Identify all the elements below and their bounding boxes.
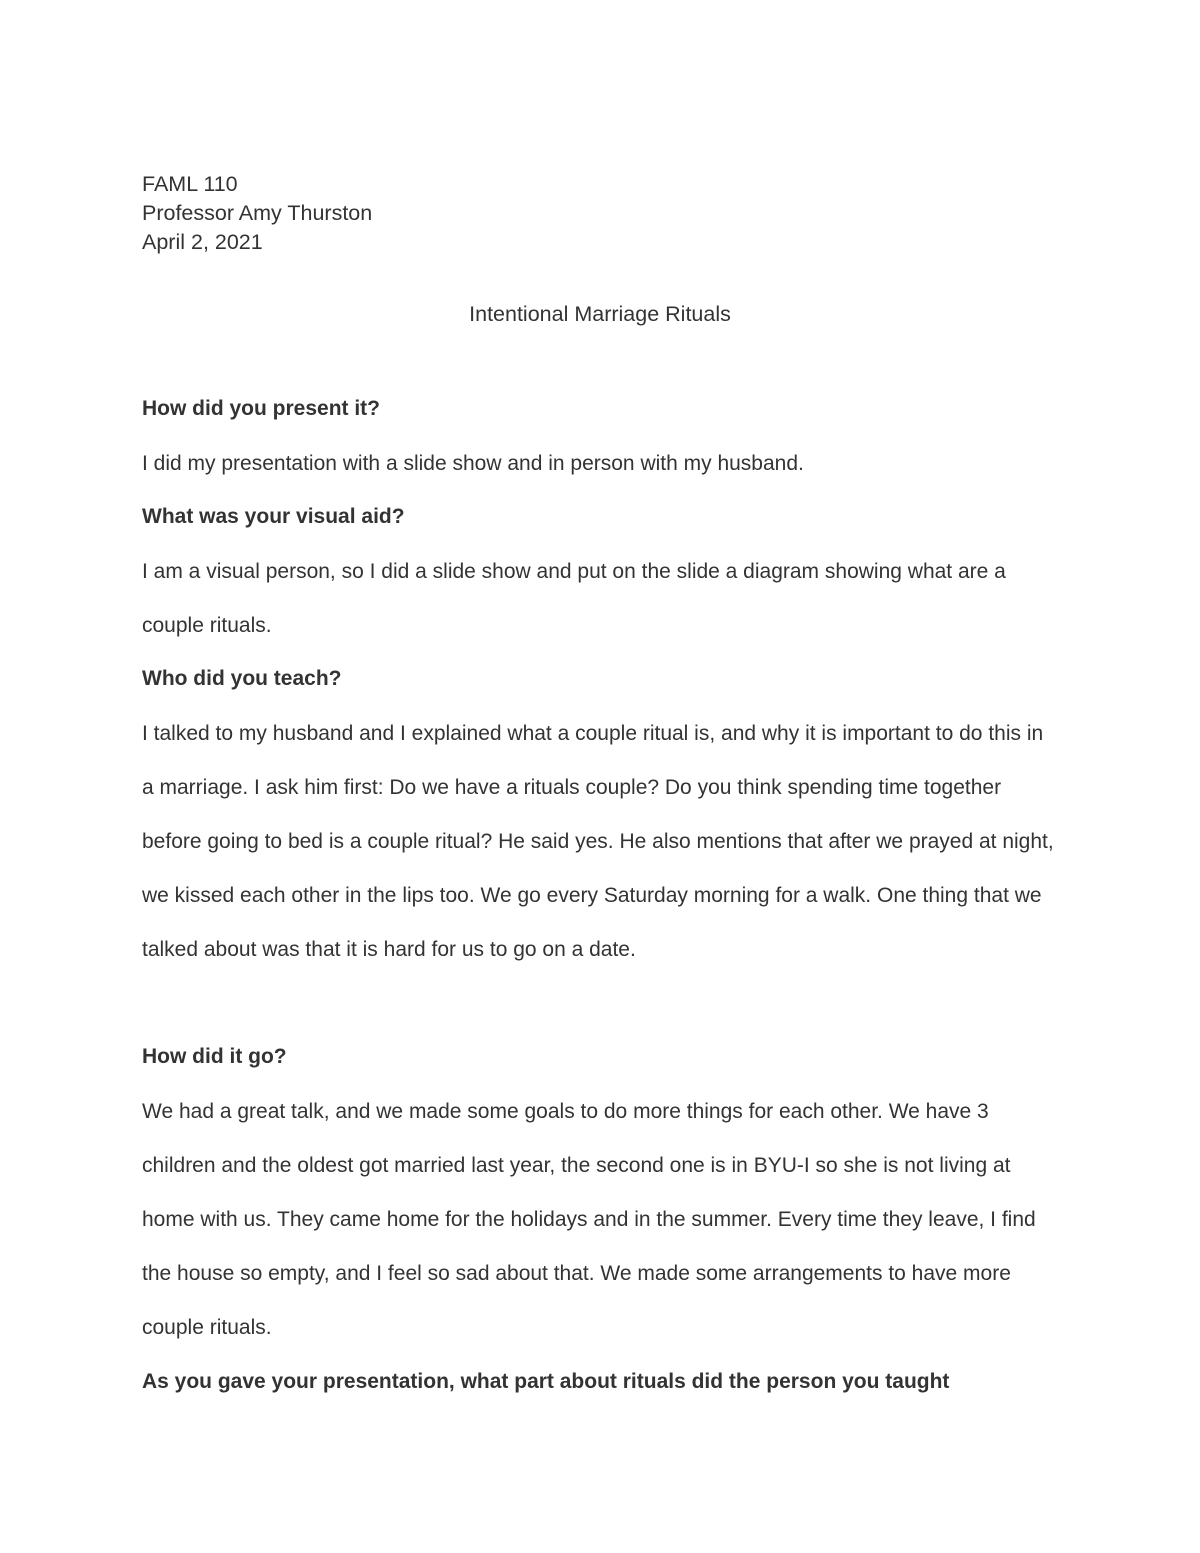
section-visual-aid bbox=[142, 502, 1062, 653]
section-who-taught bbox=[142, 664, 1062, 977]
document-date: April 2, 2021 bbox=[142, 230, 263, 254]
answer-paragraph: I am a visual person, so I did a slide show and put on the slide a diagram showing what are a couple rituals. bbox=[142, 560, 1006, 637]
answer-paragraph: We had a great talk, and we made some goals to do more things for each other. We have 3 children and the oldest got married last year, the second one is in BYU-I so she is not living at home with us. They came home for the holidays and in the summer. Every time they leave, I find the house so empty, and I feel so sad about that. We made some arrangements to have more couple rituals. bbox=[142, 1100, 1036, 1339]
document-header bbox=[142, 170, 372, 257]
answer-paragraph: I talked to my husband and I explained what a couple ritual is, and why it is important to do this in a marriage. I ask him first: Do we have a rituals couple? Do you think spending time together before going to bed is a couple ritual? He said yes. He also mentions that after we prayed at night, we kissed each other in the lips too. We go every Saturday morning for a walk. One thing that we talked about was that it is hard for us to go on a date. bbox=[142, 722, 1054, 961]
professor-name: Professor Amy Thurston bbox=[142, 201, 373, 225]
section-how-it-went bbox=[142, 1042, 1062, 1355]
section-presentation bbox=[142, 394, 1062, 491]
question-heading: What was your visual aid? bbox=[142, 505, 405, 528]
question-heading: As you gave your presentation, what part about rituals did the person you taught bbox=[142, 1370, 950, 1393]
question-heading: Who did you teach? bbox=[142, 667, 342, 690]
question-heading: How did you present it? bbox=[142, 397, 381, 420]
section-ritual-part bbox=[142, 1367, 1062, 1397]
answer-paragraph: I did my presentation with a slide show and in person with my husband. bbox=[142, 452, 804, 475]
course-code: FAML 110 bbox=[142, 172, 238, 196]
document-title: Intentional Marriage Rituals bbox=[469, 302, 731, 326]
question-heading: How did it go? bbox=[142, 1045, 287, 1068]
